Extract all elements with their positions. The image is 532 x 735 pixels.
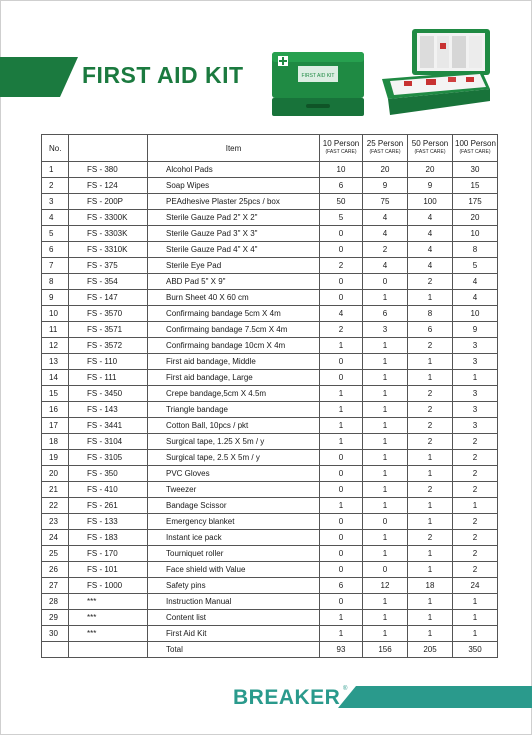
header-banner <box>0 57 60 97</box>
row-no: 22 <box>42 498 69 514</box>
row-qty-100-person: 2 <box>453 434 498 450</box>
table-row <box>42 578 498 594</box>
row-no: 16 <box>42 402 69 418</box>
row-no: 3 <box>42 194 69 210</box>
row-item: Alcohol Pads <box>148 162 320 178</box>
row-no: 13 <box>42 354 69 370</box>
row-qty-100-person: 3 <box>453 338 498 354</box>
row-qty-25-person: 0 <box>363 562 408 578</box>
row-qty-25-person: 1 <box>363 546 408 562</box>
table-row <box>42 178 498 194</box>
row-code: FS - 110 <box>69 354 148 370</box>
row-item: Face shield with Value <box>148 562 320 578</box>
row-code: FS - 170 <box>69 546 148 562</box>
row-no: 10 <box>42 306 69 322</box>
table-row <box>42 194 498 210</box>
row-code: FS - 1000 <box>69 578 148 594</box>
row-no: 21 <box>42 482 69 498</box>
row-no: 23 <box>42 514 69 530</box>
row-qty-50-person: 1 <box>408 562 453 578</box>
row-item: Sterile Gauze Pad 3" X 3" <box>148 226 320 242</box>
row-item: Confirmaing bandage 5cm X 4m <box>148 306 320 322</box>
row-no: 9 <box>42 290 69 306</box>
row-item: Sterile Eye Pad <box>148 258 320 274</box>
row-code: FS - 101 <box>69 562 148 578</box>
table-row <box>42 322 498 338</box>
row-qty-25-person: 2 <box>363 242 408 258</box>
table-row <box>42 226 498 242</box>
row-code: FS - 380 <box>69 162 148 178</box>
row-item: Sterile Gauze Pad 2" X 2" <box>148 210 320 226</box>
row-qty-25-person: 1 <box>363 290 408 306</box>
page-title: FIRST AID KIT <box>82 62 244 88</box>
row-qty-100-person: 1 <box>453 610 498 626</box>
row-qty-25-person: 1 <box>363 418 408 434</box>
header-banner-tip <box>60 57 78 97</box>
row-qty-50-person: 1 <box>408 498 453 514</box>
row-qty-25-person: 1 <box>363 434 408 450</box>
table-row <box>42 450 498 466</box>
row-qty-50-person: 2 <box>408 386 453 402</box>
row-qty-25-person: 1 <box>363 370 408 386</box>
total-50-person: 205 <box>408 642 453 658</box>
header-no: No. <box>42 135 69 162</box>
row-code: FS - 133 <box>69 514 148 530</box>
row-qty-10-person: 0 <box>320 546 363 562</box>
table-row <box>42 290 498 306</box>
row-qty-10-person: 0 <box>320 242 363 258</box>
table-row <box>42 258 498 274</box>
header-code <box>69 135 148 162</box>
row-qty-10-person: 0 <box>320 466 363 482</box>
row-qty-10-person: 2 <box>320 258 363 274</box>
row-item: Confirmaing bandage 10cm X 4m <box>148 338 320 354</box>
row-qty-10-person: 0 <box>320 354 363 370</box>
row-code: FS - 3104 <box>69 434 148 450</box>
row-qty-10-person: 6 <box>320 578 363 594</box>
row-code: *** <box>69 626 148 642</box>
row-qty-50-person: 20 <box>408 162 453 178</box>
row-qty-50-person: 1 <box>408 450 453 466</box>
row-no: 24 <box>42 530 69 546</box>
row-qty-100-person: 1 <box>453 370 498 386</box>
row-qty-25-person: 0 <box>363 514 408 530</box>
row-no: 15 <box>42 386 69 402</box>
row-no: 25 <box>42 546 69 562</box>
row-qty-100-person: 20 <box>453 210 498 226</box>
row-qty-100-person: 2 <box>453 514 498 530</box>
row-item: Safety pins <box>148 578 320 594</box>
header-10-person: 10 Person (FAST CARE) <box>320 135 363 162</box>
row-item: ABD Pad 5" X 9" <box>148 274 320 290</box>
registered-mark: ® <box>343 686 348 692</box>
row-item: Tourniquet roller <box>148 546 320 562</box>
row-code: FS - 124 <box>69 178 148 194</box>
row-no: 29 <box>42 610 69 626</box>
table-row <box>42 274 498 290</box>
row-qty-50-person: 1 <box>408 610 453 626</box>
row-qty-10-person: 1 <box>320 402 363 418</box>
row-code: FS - 375 <box>69 258 148 274</box>
row-item: First Aid Kit <box>148 626 320 642</box>
table-row <box>42 338 498 354</box>
row-qty-25-person: 4 <box>363 258 408 274</box>
row-no: 14 <box>42 370 69 386</box>
row-qty-100-person: 1 <box>453 498 498 514</box>
table-row <box>42 354 498 370</box>
table-row <box>42 466 498 482</box>
row-code: FS - 3310K <box>69 242 148 258</box>
row-qty-50-person: 2 <box>408 274 453 290</box>
row-qty-100-person: 3 <box>453 402 498 418</box>
row-qty-10-person: 0 <box>320 594 363 610</box>
row-qty-50-person: 2 <box>408 530 453 546</box>
table-row <box>42 562 498 578</box>
table-total-row <box>42 642 498 658</box>
row-qty-25-person: 1 <box>363 354 408 370</box>
row-qty-50-person: 1 <box>408 290 453 306</box>
table-header-row <box>42 135 498 162</box>
row-qty-10-person: 1 <box>320 418 363 434</box>
row-qty-25-person: 1 <box>363 530 408 546</box>
row-item: Sterile Gauze Pad 4" X 4" <box>148 242 320 258</box>
row-qty-10-person: 1 <box>320 386 363 402</box>
row-qty-50-person: 8 <box>408 306 453 322</box>
row-qty-100-person: 2 <box>453 482 498 498</box>
row-qty-10-person: 0 <box>320 370 363 386</box>
row-item: Crepe bandage,5cm X 4.5m <box>148 386 320 402</box>
row-qty-10-person: 0 <box>320 290 363 306</box>
row-no: 28 <box>42 594 69 610</box>
total-no-cell <box>42 642 69 658</box>
row-code: FS - 143 <box>69 402 148 418</box>
closed-kit-image <box>268 44 368 120</box>
row-qty-50-person: 2 <box>408 434 453 450</box>
row-qty-10-person: 0 <box>320 562 363 578</box>
row-qty-10-person: 1 <box>320 338 363 354</box>
row-code: FS - 350 <box>69 466 148 482</box>
row-qty-25-person: 1 <box>363 338 408 354</box>
header-item: Item <box>148 135 320 162</box>
row-qty-50-person: 1 <box>408 370 453 386</box>
row-qty-100-person: 24 <box>453 578 498 594</box>
header-100-person: 100 Person (FAST CARE) <box>453 135 498 162</box>
row-item: Surgical tape, 1.25 X 5m / y <box>148 434 320 450</box>
row-qty-25-person: 0 <box>363 274 408 290</box>
row-qty-10-person: 2 <box>320 322 363 338</box>
row-item: Content list <box>148 610 320 626</box>
row-qty-100-person: 1 <box>453 626 498 642</box>
row-no: 18 <box>42 434 69 450</box>
row-item: PEAdhesive Plaster 25pcs / box <box>148 194 320 210</box>
row-code: FS - 261 <box>69 498 148 514</box>
row-qty-25-person: 9 <box>363 178 408 194</box>
total-code-cell <box>69 642 148 658</box>
row-qty-50-person: 1 <box>408 514 453 530</box>
row-item: First aid bandage, Middle <box>148 354 320 370</box>
row-code: FS - 3571 <box>69 322 148 338</box>
row-qty-100-person: 15 <box>453 178 498 194</box>
row-qty-25-person: 3 <box>363 322 408 338</box>
row-code: FS - 3303K <box>69 226 148 242</box>
row-qty-50-person: 2 <box>408 402 453 418</box>
open-kit-image <box>382 27 492 122</box>
row-qty-100-person: 5 <box>453 258 498 274</box>
row-no: 11 <box>42 322 69 338</box>
row-qty-50-person: 1 <box>408 354 453 370</box>
footer-bar <box>356 686 532 708</box>
row-item: Surgical tape, 2.5 X 5m / y <box>148 450 320 466</box>
row-code: FS - 111 <box>69 370 148 386</box>
row-qty-50-person: 1 <box>408 594 453 610</box>
table-row <box>42 402 498 418</box>
row-no: 27 <box>42 578 69 594</box>
row-qty-100-person: 2 <box>453 530 498 546</box>
row-code: *** <box>69 610 148 626</box>
row-item: Soap Wipes <box>148 178 320 194</box>
row-item: Emergency blanket <box>148 514 320 530</box>
table-row <box>42 418 498 434</box>
row-no: 7 <box>42 258 69 274</box>
row-no: 4 <box>42 210 69 226</box>
row-qty-10-person: 50 <box>320 194 363 210</box>
row-qty-100-person: 4 <box>453 290 498 306</box>
row-qty-25-person: 1 <box>363 402 408 418</box>
row-qty-100-person: 3 <box>453 386 498 402</box>
table-body <box>42 162 498 642</box>
row-code: FS - 3570 <box>69 306 148 322</box>
row-code: *** <box>69 594 148 610</box>
row-qty-50-person: 9 <box>408 178 453 194</box>
row-qty-100-person: 9 <box>453 322 498 338</box>
row-item: Tweezer <box>148 482 320 498</box>
row-qty-25-person: 4 <box>363 226 408 242</box>
row-qty-25-person: 12 <box>363 578 408 594</box>
table-row <box>42 546 498 562</box>
row-no: 26 <box>42 562 69 578</box>
row-no: 12 <box>42 338 69 354</box>
row-item: Burn Sheet 40 X 60 cm <box>148 290 320 306</box>
table-row <box>42 386 498 402</box>
row-qty-25-person: 20 <box>363 162 408 178</box>
row-qty-50-person: 2 <box>408 482 453 498</box>
row-qty-25-person: 1 <box>363 482 408 498</box>
row-code: FS - 410 <box>69 482 148 498</box>
row-qty-10-person: 10 <box>320 162 363 178</box>
row-qty-50-person: 4 <box>408 242 453 258</box>
table-row <box>42 626 498 642</box>
row-qty-10-person: 0 <box>320 274 363 290</box>
row-no: 17 <box>42 418 69 434</box>
row-qty-25-person: 75 <box>363 194 408 210</box>
row-qty-50-person: 100 <box>408 194 453 210</box>
row-qty-10-person: 1 <box>320 610 363 626</box>
total-25-person: 156 <box>363 642 408 658</box>
footer-bar-tip <box>338 686 356 708</box>
row-item: Instant ice pack <box>148 530 320 546</box>
row-no: 19 <box>42 450 69 466</box>
row-qty-25-person: 1 <box>363 466 408 482</box>
row-qty-50-person: 1 <box>408 466 453 482</box>
row-no: 30 <box>42 626 69 642</box>
row-qty-100-person: 2 <box>453 450 498 466</box>
closed-kit-label: FIRST AID KIT <box>301 73 335 79</box>
row-qty-100-person: 10 <box>453 306 498 322</box>
row-code: FS - 3105 <box>69 450 148 466</box>
row-qty-100-person: 4 <box>453 274 498 290</box>
row-qty-50-person: 1 <box>408 626 453 642</box>
row-qty-100-person: 2 <box>453 546 498 562</box>
table-row <box>42 242 498 258</box>
contents-table <box>41 134 498 658</box>
row-qty-25-person: 4 <box>363 210 408 226</box>
row-qty-25-person: 1 <box>363 626 408 642</box>
row-qty-50-person: 4 <box>408 226 453 242</box>
row-qty-10-person: 1 <box>320 626 363 642</box>
row-qty-10-person: 0 <box>320 226 363 242</box>
row-qty-10-person: 0 <box>320 530 363 546</box>
table-row <box>42 610 498 626</box>
header-50-person: 50 Person (FAST CARE) <box>408 135 453 162</box>
row-qty-100-person: 3 <box>453 354 498 370</box>
row-item: PVC Gloves <box>148 466 320 482</box>
table-row <box>42 210 498 226</box>
table-row <box>42 530 498 546</box>
table-row <box>42 434 498 450</box>
row-no: 8 <box>42 274 69 290</box>
total-10-person: 93 <box>320 642 363 658</box>
row-no: 20 <box>42 466 69 482</box>
table-row <box>42 594 498 610</box>
table-row <box>42 162 498 178</box>
table-row <box>42 370 498 386</box>
row-qty-100-person: 2 <box>453 466 498 482</box>
row-qty-50-person: 1 <box>408 546 453 562</box>
row-no: 2 <box>42 178 69 194</box>
row-qty-10-person: 0 <box>320 482 363 498</box>
row-qty-25-person: 1 <box>363 386 408 402</box>
row-code: FS - 3300K <box>69 210 148 226</box>
row-item: Instruction Manual <box>148 594 320 610</box>
row-code: FS - 147 <box>69 290 148 306</box>
row-no: 6 <box>42 242 69 258</box>
row-qty-50-person: 2 <box>408 418 453 434</box>
row-qty-100-person: 175 <box>453 194 498 210</box>
row-qty-100-person: 10 <box>453 226 498 242</box>
row-qty-25-person: 1 <box>363 498 408 514</box>
total-100-person: 350 <box>453 642 498 658</box>
row-qty-25-person: 6 <box>363 306 408 322</box>
row-code: FS - 3450 <box>69 386 148 402</box>
table-row <box>42 514 498 530</box>
row-item: Confirmaing bandage 7.5cm X 4m <box>148 322 320 338</box>
row-qty-50-person: 18 <box>408 578 453 594</box>
row-qty-50-person: 2 <box>408 338 453 354</box>
table-row <box>42 498 498 514</box>
row-code: FS - 200P <box>69 194 148 210</box>
brand-logo-text: BREAKER <box>233 686 341 709</box>
row-qty-10-person: 1 <box>320 498 363 514</box>
row-qty-25-person: 1 <box>363 450 408 466</box>
row-qty-10-person: 6 <box>320 178 363 194</box>
row-qty-10-person: 5 <box>320 210 363 226</box>
row-qty-100-person: 3 <box>453 418 498 434</box>
row-item: Cotton Ball, 10pcs / pkt <box>148 418 320 434</box>
row-no: 1 <box>42 162 69 178</box>
row-qty-50-person: 6 <box>408 322 453 338</box>
row-qty-10-person: 4 <box>320 306 363 322</box>
row-qty-10-person: 0 <box>320 450 363 466</box>
row-item: Triangle bandage <box>148 402 320 418</box>
row-item: First aid bandage, Large <box>148 370 320 386</box>
header-25-person: 25 Person (FAST CARE) <box>363 135 408 162</box>
row-qty-100-person: 30 <box>453 162 498 178</box>
row-qty-10-person: 1 <box>320 434 363 450</box>
table-row <box>42 306 498 322</box>
row-code: FS - 3572 <box>69 338 148 354</box>
total-label: Total <box>148 642 320 658</box>
row-qty-25-person: 1 <box>363 610 408 626</box>
row-no: 5 <box>42 226 69 242</box>
row-code: FS - 3441 <box>69 418 148 434</box>
row-qty-50-person: 4 <box>408 210 453 226</box>
table-row <box>42 482 498 498</box>
row-qty-25-person: 1 <box>363 594 408 610</box>
row-qty-100-person: 2 <box>453 562 498 578</box>
row-qty-50-person: 4 <box>408 258 453 274</box>
row-qty-100-person: 8 <box>453 242 498 258</box>
row-code: FS - 354 <box>69 274 148 290</box>
row-code: FS - 183 <box>69 530 148 546</box>
row-item: Bandage Scissor <box>148 498 320 514</box>
row-qty-10-person: 0 <box>320 514 363 530</box>
row-qty-100-person: 1 <box>453 594 498 610</box>
